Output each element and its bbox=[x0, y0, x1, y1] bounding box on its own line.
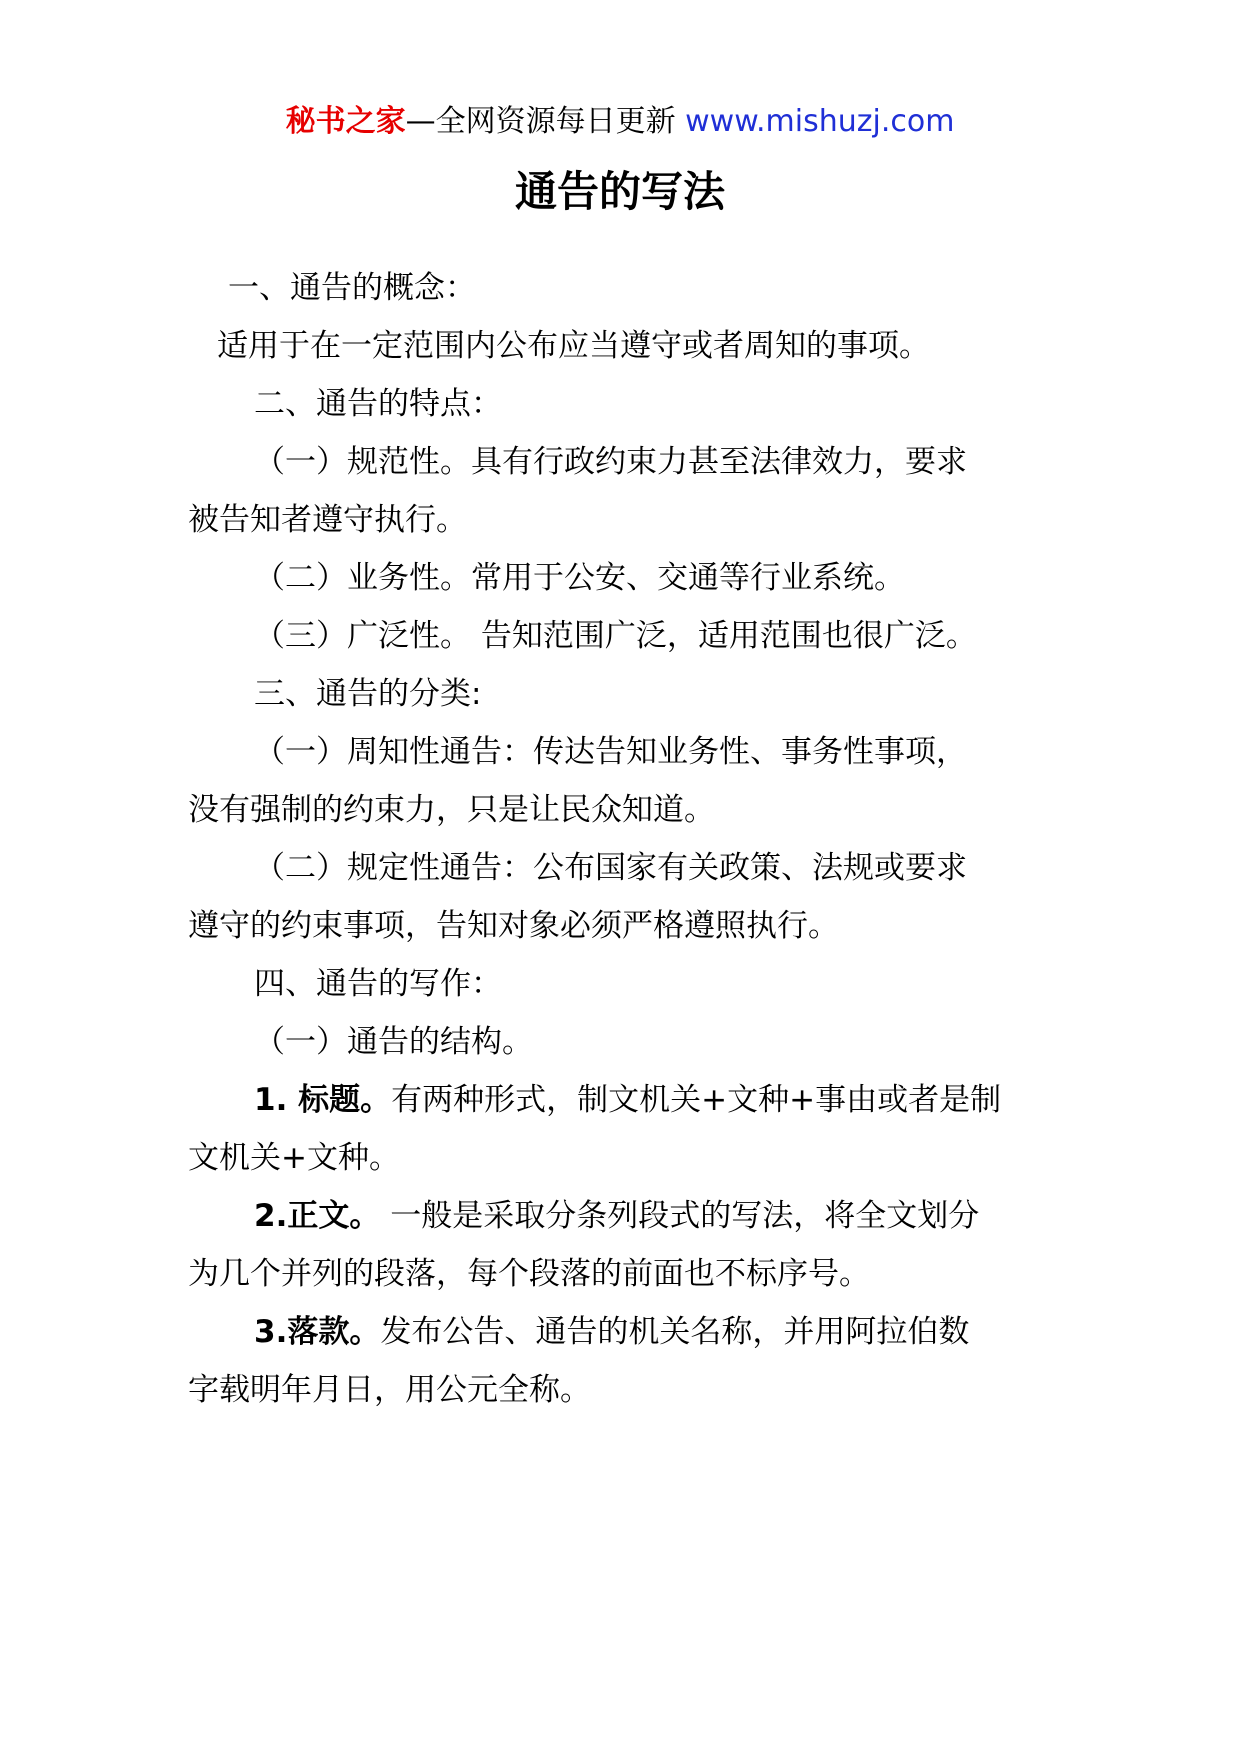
item-title bbox=[254, 1078, 1001, 1122]
paragraph-line: 被告知者遵守执行。 bbox=[188, 502, 467, 538]
paragraph-line: 文机关+文种。 bbox=[188, 1140, 400, 1176]
paragraph-line: 遵守的约束事项，告知对象必须严格遵照执行。 bbox=[188, 908, 839, 944]
site-header bbox=[0, 100, 1240, 144]
section-heading-features: 二、通告的特点： bbox=[254, 386, 502, 422]
item-text: 有两种形式，制文机关+文种+事由或者是制 bbox=[391, 1082, 1002, 1118]
paragraph-line: （一）规范性。具有行政约束力甚至法律效力，要求 bbox=[254, 444, 967, 480]
paragraph-line: （三）广泛性。 告知范围广泛，适用范围也很广泛。 bbox=[254, 618, 977, 654]
paragraph-line: 没有强制的约束力，只是让民众知道。 bbox=[188, 792, 715, 828]
section-heading-writing: 四、通告的写作： bbox=[254, 966, 502, 1002]
paragraph-line: （一）周知性通告：传达告知业务性、事务性事项， bbox=[254, 734, 967, 770]
paragraph-line: 字载明年月日，用公元全称。 bbox=[188, 1372, 591, 1408]
section-heading-concept: 一、通告的概念： bbox=[228, 270, 476, 306]
paragraph-line: （一）通告的结构。 bbox=[254, 1024, 533, 1060]
paragraph-line: （二）业务性。常用于公安、交通等行业系统。 bbox=[254, 560, 905, 596]
document-title: 通告的写法 bbox=[514, 167, 725, 216]
item-text: 一般是采取分条列段式的写法，将全文划分 bbox=[380, 1198, 980, 1234]
section-heading-types: 三、通告的分类: bbox=[254, 676, 482, 712]
item-label: 2.正文。 bbox=[254, 1198, 381, 1234]
paragraph-line: 适用于在一定范围内公布应当遵守或者周知的事项。 bbox=[217, 328, 930, 364]
item-text: 发布公告、通告的机关名称，并用阿拉伯数 bbox=[380, 1314, 970, 1350]
brand-name: 秘书之家 bbox=[285, 104, 406, 139]
item-label: 3.落款。 bbox=[254, 1314, 381, 1350]
item-body bbox=[254, 1194, 979, 1238]
header-tagline: —全网资源每日更新 bbox=[405, 104, 686, 139]
item-label: 1. 标题。 bbox=[254, 1082, 392, 1118]
paragraph-line: 为几个并列的段落，每个段落的前面也不标序号。 bbox=[188, 1256, 870, 1292]
paragraph-line: （二）规定性通告：公布国家有关政策、法规或要求 bbox=[254, 850, 967, 886]
item-signature bbox=[254, 1310, 969, 1354]
site-url-link[interactable]: www.mishuzj.com bbox=[685, 104, 955, 139]
